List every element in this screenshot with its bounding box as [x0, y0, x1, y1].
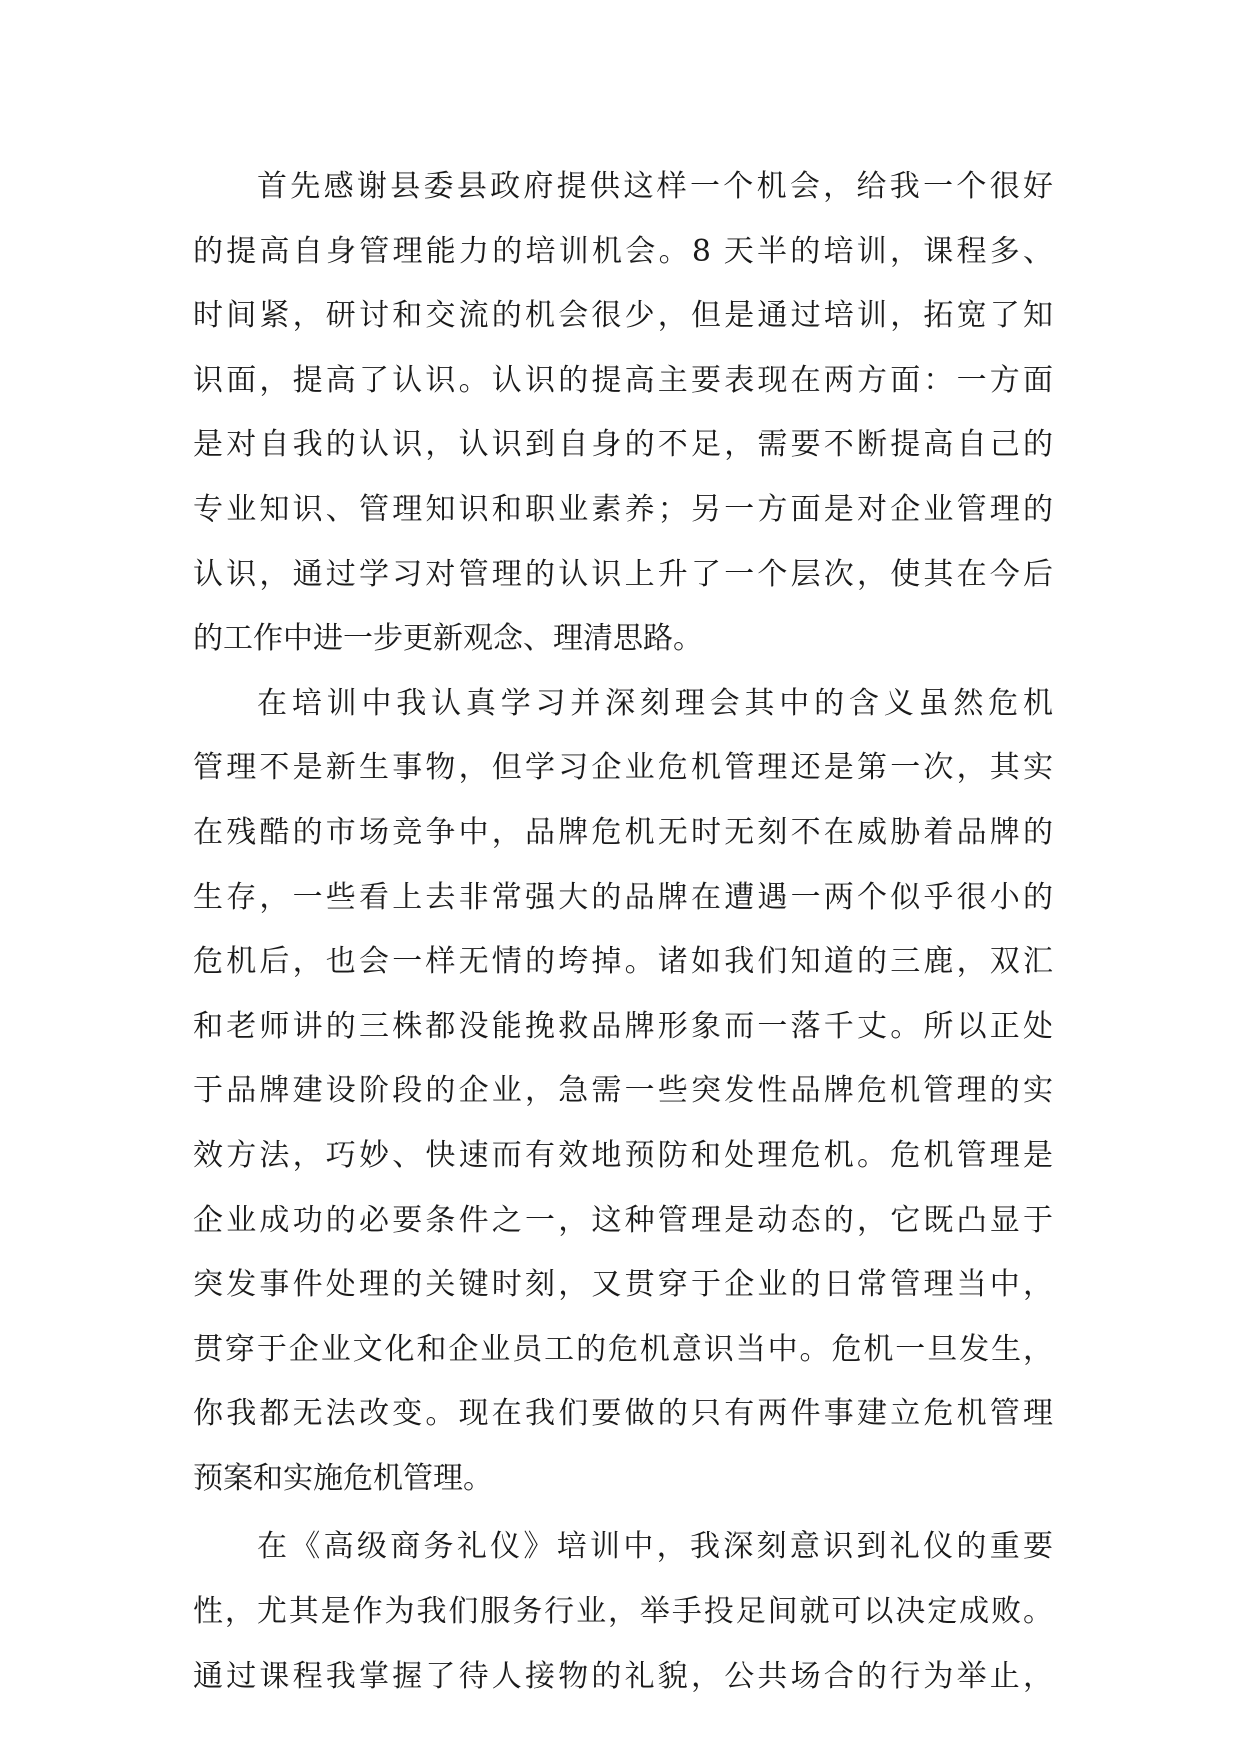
paragraph-2 [193, 672, 1053, 1512]
paragraph-line: 在《高级商务礼仪》培训中，我深刻意识到礼仪的重要 [257, 1529, 1053, 1565]
paragraph-line: 时间紧，研讨和交流的机会很少，但是通过培训，拓宽了知 [193, 298, 1053, 334]
paragraph-line: 识面，提高了认识。认识的提高主要表现在两方面：一方面 [193, 362, 1053, 398]
paragraph-line: 在培训中我认真学习并深刻理会其中的含义虽然危机 [257, 685, 1053, 721]
paragraph-line: 是对自我的认识，认识到自身的不足，需要不断提高自己的 [193, 427, 1053, 463]
paragraph-1 [193, 155, 1053, 672]
paragraph-line: 企业成功的必要条件之一，这种管理是动态的，它既凸显于 [193, 1202, 1053, 1238]
paragraph-line: 于品牌建设阶段的企业，急需一些突发性品牌危机管理的实 [193, 1073, 1053, 1109]
paragraph-line: 性，尤其是作为我们服务行业，举手投足间就可以决定成败。 [193, 1594, 1053, 1630]
paragraph-line: 突发事件处理的关键时刻，又贯穿于企业的日常管理当中， [193, 1267, 1053, 1303]
paragraph-line: 通过课程我掌握了待人接物的礼貌，公共场合的行为举止， [193, 1658, 1053, 1694]
paragraph-line: 认识，通过学习对管理的认识上升了一个层次，使其在今后 [193, 556, 1053, 592]
paragraph-line: 在残酷的市场竞争中，品牌危机无时无刻不在威胁着品牌的 [193, 814, 1053, 850]
paragraph-line: 预案和实施危机管理。 [193, 1460, 493, 1496]
paragraph-line: 效方法，巧妙、快速而有效地预防和处理危机。危机管理是 [193, 1137, 1053, 1173]
paragraph-line: 首先感谢县委县政府提供这样一个机会，给我一个很好 [257, 169, 1053, 204]
paragraph-line: 的工作中进一步更新观念、理清思路。 [193, 621, 703, 657]
paragraph-line: 你我都无法改变。现在我们要做的只有两件事建立危机管理 [193, 1396, 1053, 1432]
paragraph-3 [193, 1515, 1053, 1709]
paragraph-line: 的提高自身管理能力的培训机会。8 天半的培训，课程多、 [193, 233, 1053, 269]
paragraph-line: 贯穿于企业文化和企业员工的危机意识当中。危机一旦发生， [193, 1331, 1053, 1367]
paragraph-line: 危机后，也会一样无情的垮掉。诸如我们知道的三鹿，双汇 [193, 944, 1053, 980]
document-body [193, 155, 1053, 1709]
paragraph-line: 和老师讲的三株都没能挽救品牌形象而一落千丈。所以正处 [193, 1008, 1053, 1044]
paragraph-line: 管理不是新生事物，但学习企业危机管理还是第一次，其实 [193, 750, 1053, 786]
paragraph-line: 生存，一些看上去非常强大的品牌在遭遇一两个似乎很小的 [193, 879, 1053, 915]
paragraph-line: 专业知识、管理知识和职业素养；另一方面是对企业管理的 [193, 491, 1053, 527]
